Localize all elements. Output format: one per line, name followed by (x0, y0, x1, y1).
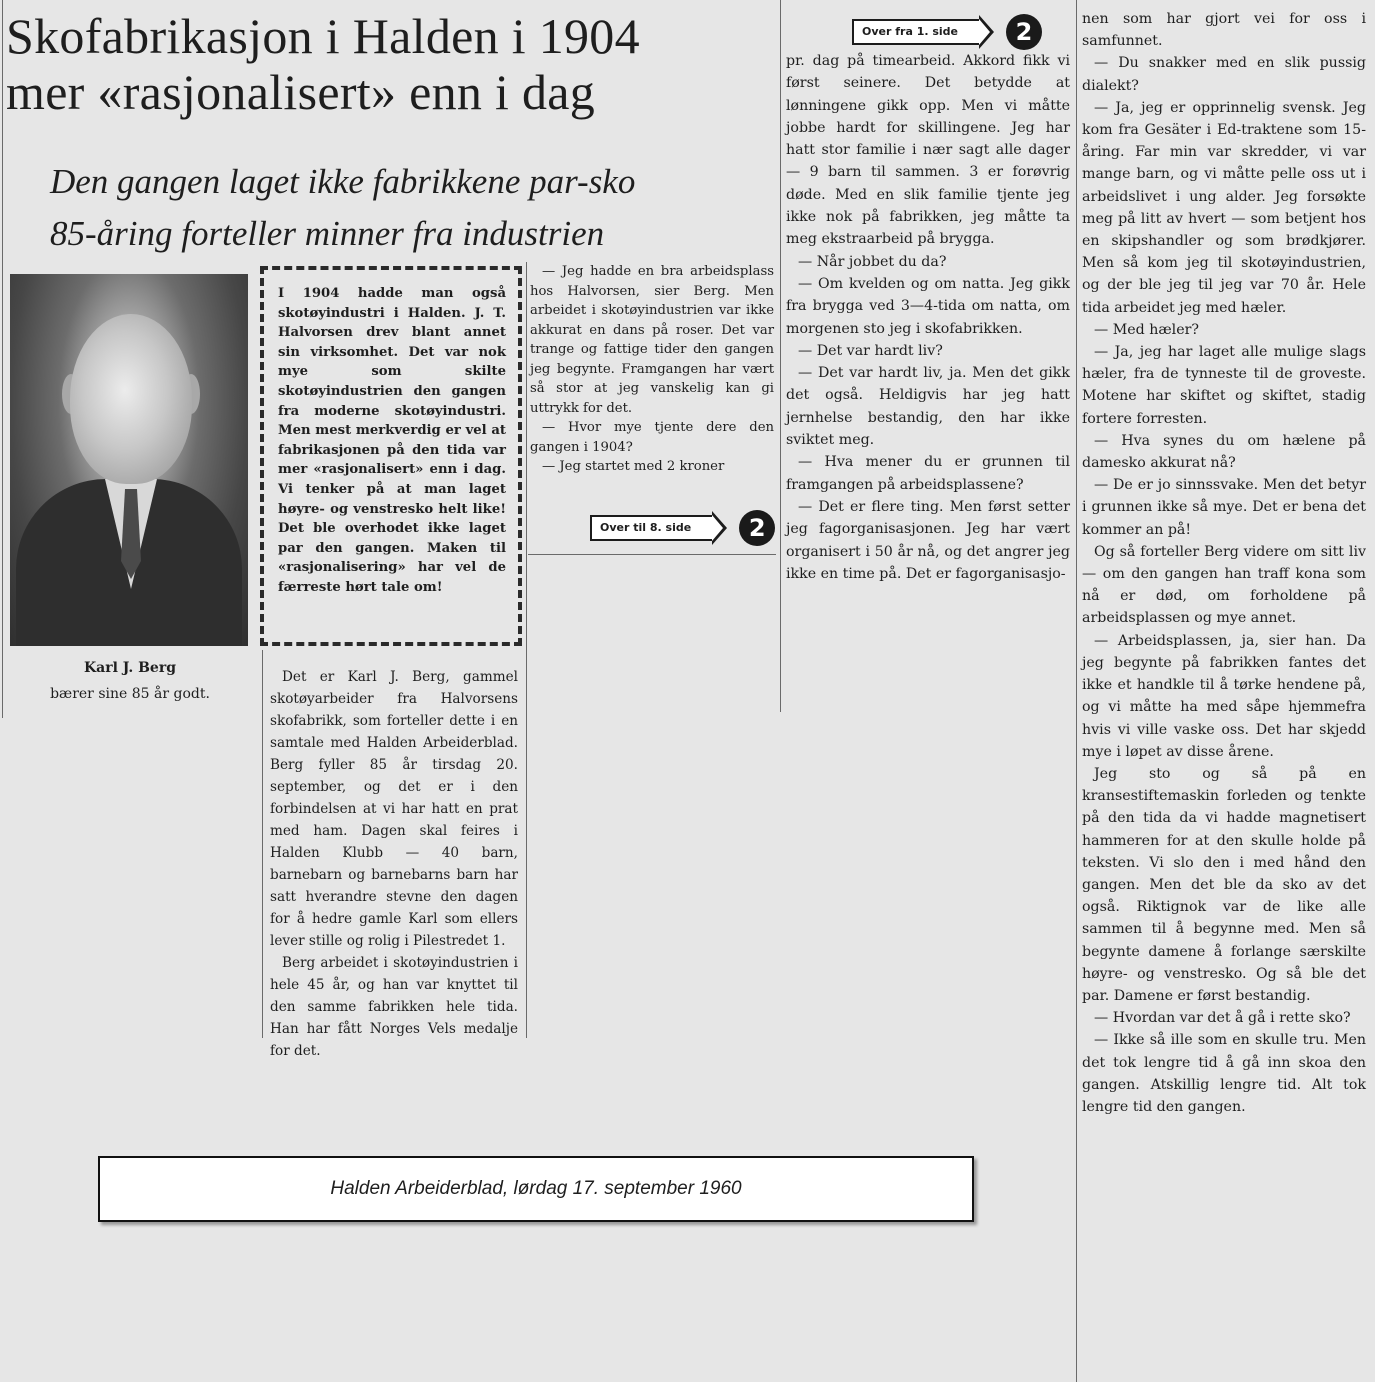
paragraph: — Ja, jeg er opprinnelig svensk. Jeg kom fra Gesäter i Ed-traktene som 15-åring. Far min var skredder, vi var mange barn, og vi måtte pelle oss ut i arbeidslivet i ung alder. Jeg forsøkte meg på litt av hvert — som betjent hos en skipshandler og som brødkjører. Men så kom jeg til skotøyindustrien, og der ble jeg til jeg var 70 år. Hele tida arbeidet jeg med hæler. (1082, 99, 1366, 316)
jump-label: Over fra 1. side (862, 25, 959, 38)
paragraph: Og så forteller Berg videre om sitt liv — om den gangen han traff kona som nå er død, om forholdene på arbeidsplassen og mye annet. (1082, 543, 1366, 627)
arrow-right-icon (590, 515, 713, 541)
paragraph: — Det var hardt liv, ja. Men det gikk det også. Heldigvis har jeg hatt jernhelse bestandig, den har ikke sviktet meg. (786, 365, 1070, 449)
column-rule (780, 0, 781, 712)
source-caption-box (98, 1156, 974, 1222)
article-column-3 (786, 50, 1070, 585)
paragraph: pr. dag på timearbeid. Akkord fikk vi først seinere. Det betydde at lønningene gikk opp. Men vi måtte jobbe hardt for skillingene. Jeg har hatt stor familie i nær sagt alle dager — 9 barn til sammen. 3 er forøvrig døde. Med en slik familie tjente jeg ikke nok på fabrikken, jeg måtte ta meg ekstraarbeid på brygga. (786, 53, 1070, 248)
paragraph: Jeg sto og så på en kransestiftemaskin forleden og tenkte på den tida da vi hadde magnetisert hammeren for at den skulle holde på teksten. Vi slo den i med hånd den gangen. Men det ble da sko av det også. Riktignok var de like alle sammen til å begynne med. Men så begynte damene å forlange særskilte høyre- og venstresko. Og så ble det par. Damene er først bestandig. (1082, 765, 1366, 1004)
paragraph: — Det er flere ting. Men først setter jeg fagorganisasjonen. Jeg har vært organisert i 50 år nå, og det angrer jeg ikke en time på. Det er fagorganisasjo- (786, 498, 1070, 582)
article-column-2 (530, 262, 774, 477)
paragraph: — De er jo sinnssvake. Men det betyr i grunnen ikke så mye. Det er bena det kommer an på! (1082, 477, 1366, 538)
source-caption: Halden Arbeiderblad, lørdag 17. september 1960 (330, 1178, 742, 1199)
photo-caption-subtitle: bærer sine 85 år godt. (50, 686, 210, 702)
column-rule (2, 0, 3, 718)
paragraph: — Du snakker med en slik pussig dialekt? (1082, 55, 1366, 94)
article-subheadline (50, 156, 780, 260)
intro-box (260, 266, 522, 646)
paragraph: — Hvor mye tjente dere den gangen i 1904? (530, 420, 774, 455)
portrait-head (70, 314, 192, 484)
divider (528, 554, 776, 555)
article-column-1 (270, 666, 518, 1062)
paragraph: — Hva synes du om hælene på damesko akkurat nå? (1082, 432, 1366, 472)
paragraph: — Ikke så ille som en skulle tru. Men det tok lengre tid å gå inn skoa den gangen. Atskillig lengre tid. Alt tok lengre tid den gangen. (1082, 1032, 1366, 1115)
article-headline (6, 8, 786, 120)
column-rule (1076, 0, 1077, 1382)
subheadline-line-2: 85-åring forteller minner fra industrien (50, 214, 605, 253)
paragraph: — Hva mener du er grunnen til framgangen på arbeidsplassene? (786, 454, 1070, 493)
intro-text: I 1904 hadde man også skotøyindustri i Halden. J. T. Halvorsen drev blant annet sin virksomhet. Det var nok mye som skilte skotøyindustrien den gangen fra moderne skotøyindustri. Men mest merkverdig er vel at fabrikasjonen på den tida var mer «rasjonalisert» enn i dag. Vi tenker på at man laget høyre- og venstresko helt like! Det ble overhodet ikke laget par den gangen. Maken til «rasjonalisering» har vel de færreste hørt tale om! (278, 286, 506, 595)
jump-label: Over til 8. side (600, 521, 692, 534)
paragraph: Berg arbeidet i skotøyindustrien i hele 45 år, og han var knyttet til den samme fabrikken hele tida. Han har fått Norges Vels medalje for det. (270, 955, 518, 1059)
paragraph: — Det var hardt liv? (798, 342, 943, 359)
paragraph: — Med hæler? (1094, 321, 1200, 338)
photo-caption-name: Karl J. Berg (84, 660, 176, 676)
column-rule (262, 650, 263, 1038)
continued-on-page-marker (590, 510, 775, 546)
subheadline-line-1: Den gangen laget ikke fabrikkene par-sko (50, 162, 636, 201)
paragraph: — Arbeidsplassen, ja, sier han. Da jeg begynte på fabrikken fantes det ikke et handkle til å tørke hendene på, og vi måtte ha med såpe hjemmefra hvis vi ville vaske oss. Det har skjedd mye i løpet av disse årene. (1082, 632, 1366, 760)
portrait-photo (10, 274, 248, 646)
paragraph: — Om kvelden og om natta. Jeg gikk fra brygga ved 3—4-tida om natta, om morgenen sto jeg i skofabrikken. (786, 275, 1070, 337)
paragraph: — Jeg hadde en bra arbeidsplass hos Halvorsen, sier Berg. Men arbeidet i skotøyindustrien var ikke akkurat en dans på roser. Det var trange og fattige tider den gangen jeg begynte. Framgangen har vært så stor at jeg vanskelig kan gi uttrykk for det. (530, 264, 774, 416)
paragraph: — Hvordan var det å gå i rette sko? (1094, 1010, 1351, 1027)
headline-line-1: Skofabrikasjon i Halden i 1904 (6, 8, 640, 64)
page-number-badge: 2 (739, 510, 775, 546)
page-number-badge: 2 (1006, 14, 1042, 50)
paragraph: — Når jobbet du da? (798, 253, 947, 270)
paragraph: — Ja, jeg har laget alle mulige slags hæler, fra de tynneste til de groveste. Motene har skiftet og skiftet, stadig fortere forresten. (1082, 344, 1366, 427)
continued-from-page-marker (852, 14, 1042, 50)
paragraph: Det er Karl J. Berg, gammel skotøyarbeider fra Halvorsens skofabrikk, som forteller dette i en samtale med Halden Arbeiderblad. Berg fyller 85 år tirsdag 20. september, og det er i den forbindelsen at vi har hatt en prat med ham. Dagen skal feires i Halden Klubb — 40 barn, barnebarn og barnebarns barn har satt hverandre stevne den dagen for å hedre gamle Karl som ellers lever stille og rolig i Pilestredet 1. (270, 669, 518, 949)
article-column-4 (1082, 8, 1366, 1118)
arrow-right-icon (852, 19, 980, 45)
paragraph: — Jeg startet med 2 kroner (542, 459, 725, 474)
column-rule (526, 262, 527, 1038)
headline-line-2: mer «rasjonalisert» enn i dag (6, 64, 596, 120)
paragraph: nen som har gjort vei for oss i samfunnet. (1082, 11, 1366, 50)
